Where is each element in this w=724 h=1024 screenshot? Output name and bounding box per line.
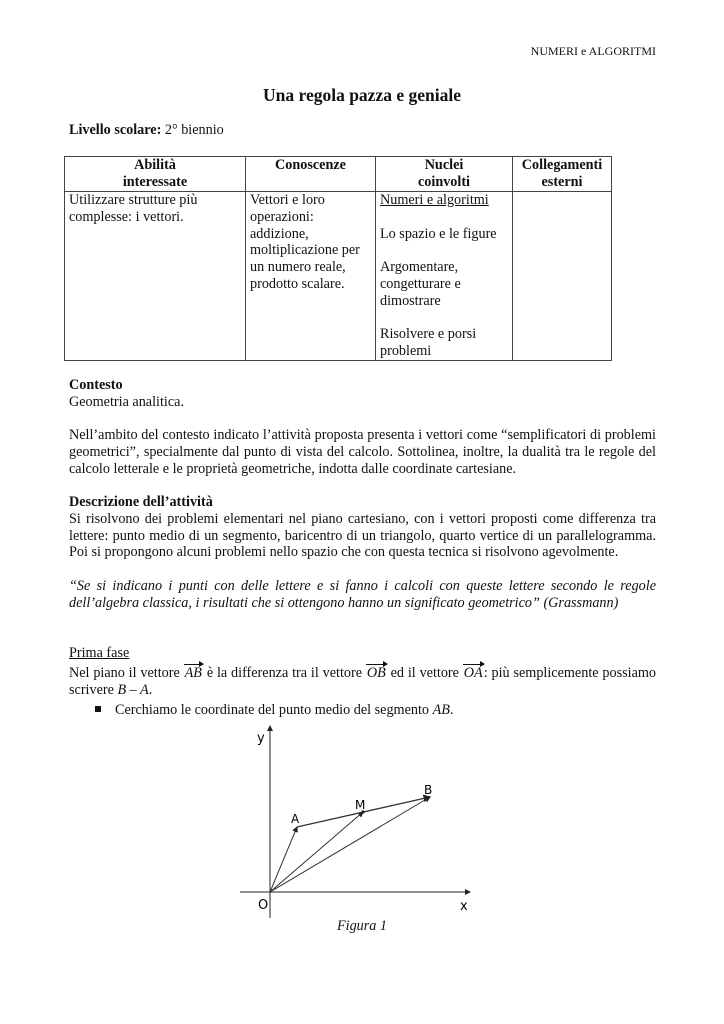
prima-fase-heading: Prima fase xyxy=(69,645,130,661)
section-prima-fase xyxy=(69,645,656,698)
bullet-square-icon xyxy=(95,706,101,712)
origin-label: O xyxy=(258,898,269,913)
vector-oa-line xyxy=(270,827,297,892)
page-title: Una regola pazza e geniale xyxy=(263,85,461,105)
grassmann-quote: “Se si indicano i punti con delle lettere e si fanno i calcoli con queste lettere secondo le regole dell’algebra classica, i risultati che si ottengono hanno un significato geometrico” (Grassmann) xyxy=(69,577,656,611)
prima-fase-paragraph: Nel piano il vettore AB è la differenza tra il vettore OB ed il vettore OA: più semplicemente possiamo scrivere B – A. xyxy=(69,664,656,698)
curriculum-table xyxy=(64,156,612,361)
vector-ob: OB xyxy=(366,664,386,681)
figure-caption: Figura 1 xyxy=(336,918,388,934)
y-axis-label: y xyxy=(257,731,265,746)
nucleo-item: Numeri e algoritmi xyxy=(380,192,489,208)
cell-abilita: Utilizzare strutture più complesse: i vettori. xyxy=(65,192,246,361)
contesto-subtitle: Geometria analitica. xyxy=(69,393,185,410)
point-m-label: M xyxy=(355,798,366,812)
school-level xyxy=(69,122,224,139)
contesto-paragraph: Nell’ambito del contesto indicato l’attività proposta presenta i vettori come “semplificatori di problemi geometrici”, specialmente dal punto di vista del calcolo. Sottolinea, inoltre, la dualità tra le regole del calcolo letterale e le proprietà geometriche, indotta dalle coordinate cartesiane. xyxy=(69,427,656,477)
descrizione-paragraph: Si risolvono dei problemi elementari nel piano cartesiano, con i vettori proposti come differenza tra lettere: punto medio di un segmento, baricentro di un triangolo, quarto vertice di un parallelogramma. Poi si propongono alcuni problemi nello spazio che con questa tecnica si risolvono agevolmente. xyxy=(69,510,656,561)
nucleo-item: Risolvere e porsi problemi xyxy=(380,326,477,360)
contesto-heading: Contesto xyxy=(69,377,123,393)
running-header: NUMERI e ALGORITMI xyxy=(530,44,656,58)
nucleo-item: Lo spazio e le figure xyxy=(380,225,497,242)
vector-figure xyxy=(230,720,490,920)
school-level-label: Livello scolare: xyxy=(69,122,162,138)
cell-collegamenti xyxy=(513,192,612,361)
bullet-item: Cerchiamo le coordinate del punto medio del segmento AB. xyxy=(95,702,453,719)
vector-om-line xyxy=(270,812,363,892)
point-a-label: A xyxy=(291,812,300,826)
section-contesto xyxy=(69,377,656,478)
nucleo-item: Argomentare, congetturare e dimostrare xyxy=(380,259,461,309)
vector-oa: OA xyxy=(463,664,483,681)
header-conoscenze: Conoscenze xyxy=(246,157,376,192)
cell-conoscenze: Vettori e loro operazioni: addizione, moltiplicazione per un numero reale, prodotto scalare. xyxy=(246,192,376,361)
vector-ab: AB xyxy=(184,664,202,681)
table-row xyxy=(65,192,612,361)
table-header-row xyxy=(65,157,612,192)
school-level-value: 2° biennio xyxy=(161,122,224,138)
point-b-label: B xyxy=(424,783,433,797)
descrizione-heading: Descrizione dell’attività xyxy=(69,494,213,510)
header-collegamenti: Collegamenti esterni xyxy=(513,157,612,192)
section-descrizione xyxy=(69,494,656,612)
header-abilita: Abilità interessate xyxy=(65,157,246,192)
header-nuclei: Nuclei coinvolti xyxy=(376,157,513,192)
cell-nuclei xyxy=(376,192,513,361)
x-axis-label: x xyxy=(460,899,468,914)
